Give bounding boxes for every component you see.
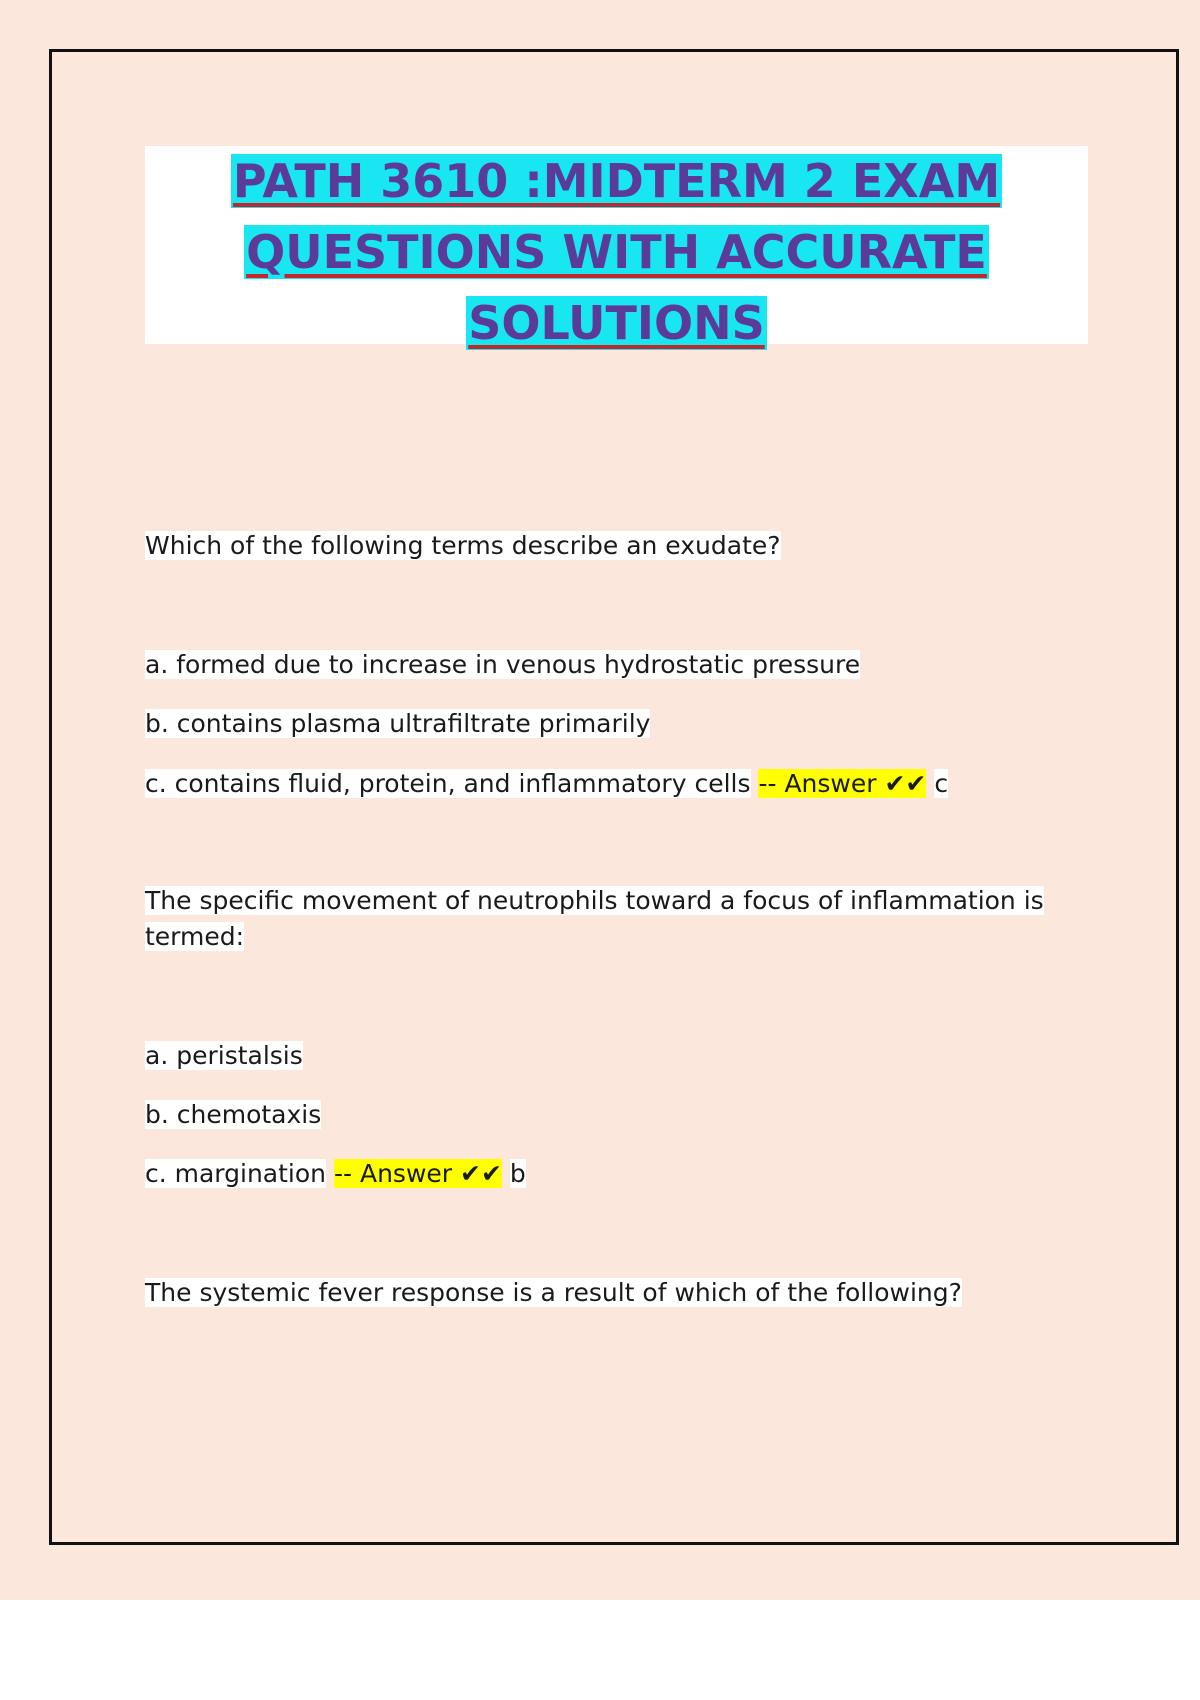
question-2-option-b: b. chemotaxis bbox=[145, 1100, 322, 1129]
question-3-prompt: The systemic fever response is a result of which of the following? bbox=[145, 1278, 962, 1307]
question-2-option-c: c. margination -- Answer ✔✔ b bbox=[145, 1159, 526, 1188]
answer-label: -- Answer ✔✔ bbox=[758, 769, 927, 798]
title-line-1: PATH 3610 :MIDTERM 2 EXAM bbox=[232, 154, 1001, 208]
answer-value: b bbox=[509, 1159, 526, 1188]
title-line-3: SOLUTIONS bbox=[468, 296, 765, 350]
question-2-option-a: a. peristalsis bbox=[145, 1041, 303, 1070]
question-2-prompt-line-1: The specific movement of neutrophils toward a focus of inflammation is bbox=[145, 886, 1044, 915]
answer-label: -- Answer ✔✔ bbox=[333, 1159, 502, 1188]
question-2-prompt-line-2: termed: bbox=[145, 922, 245, 951]
question-1-option-a: a. formed due to increase in venous hydrostatic pressure bbox=[145, 650, 861, 679]
question-1-option-c: c. contains fluid, protein, and inflammatory cells -- Answer ✔✔ c bbox=[145, 769, 949, 798]
question-1-option-b: b. contains plasma ultrafiltrate primarily bbox=[145, 709, 651, 738]
document-title bbox=[145, 146, 1088, 350]
answer-value: c bbox=[934, 769, 949, 798]
title-line-2: QUESTIONS WITH ACCURATE bbox=[246, 225, 987, 279]
question-1-prompt: Which of the following terms describe an exudate? bbox=[145, 531, 781, 560]
